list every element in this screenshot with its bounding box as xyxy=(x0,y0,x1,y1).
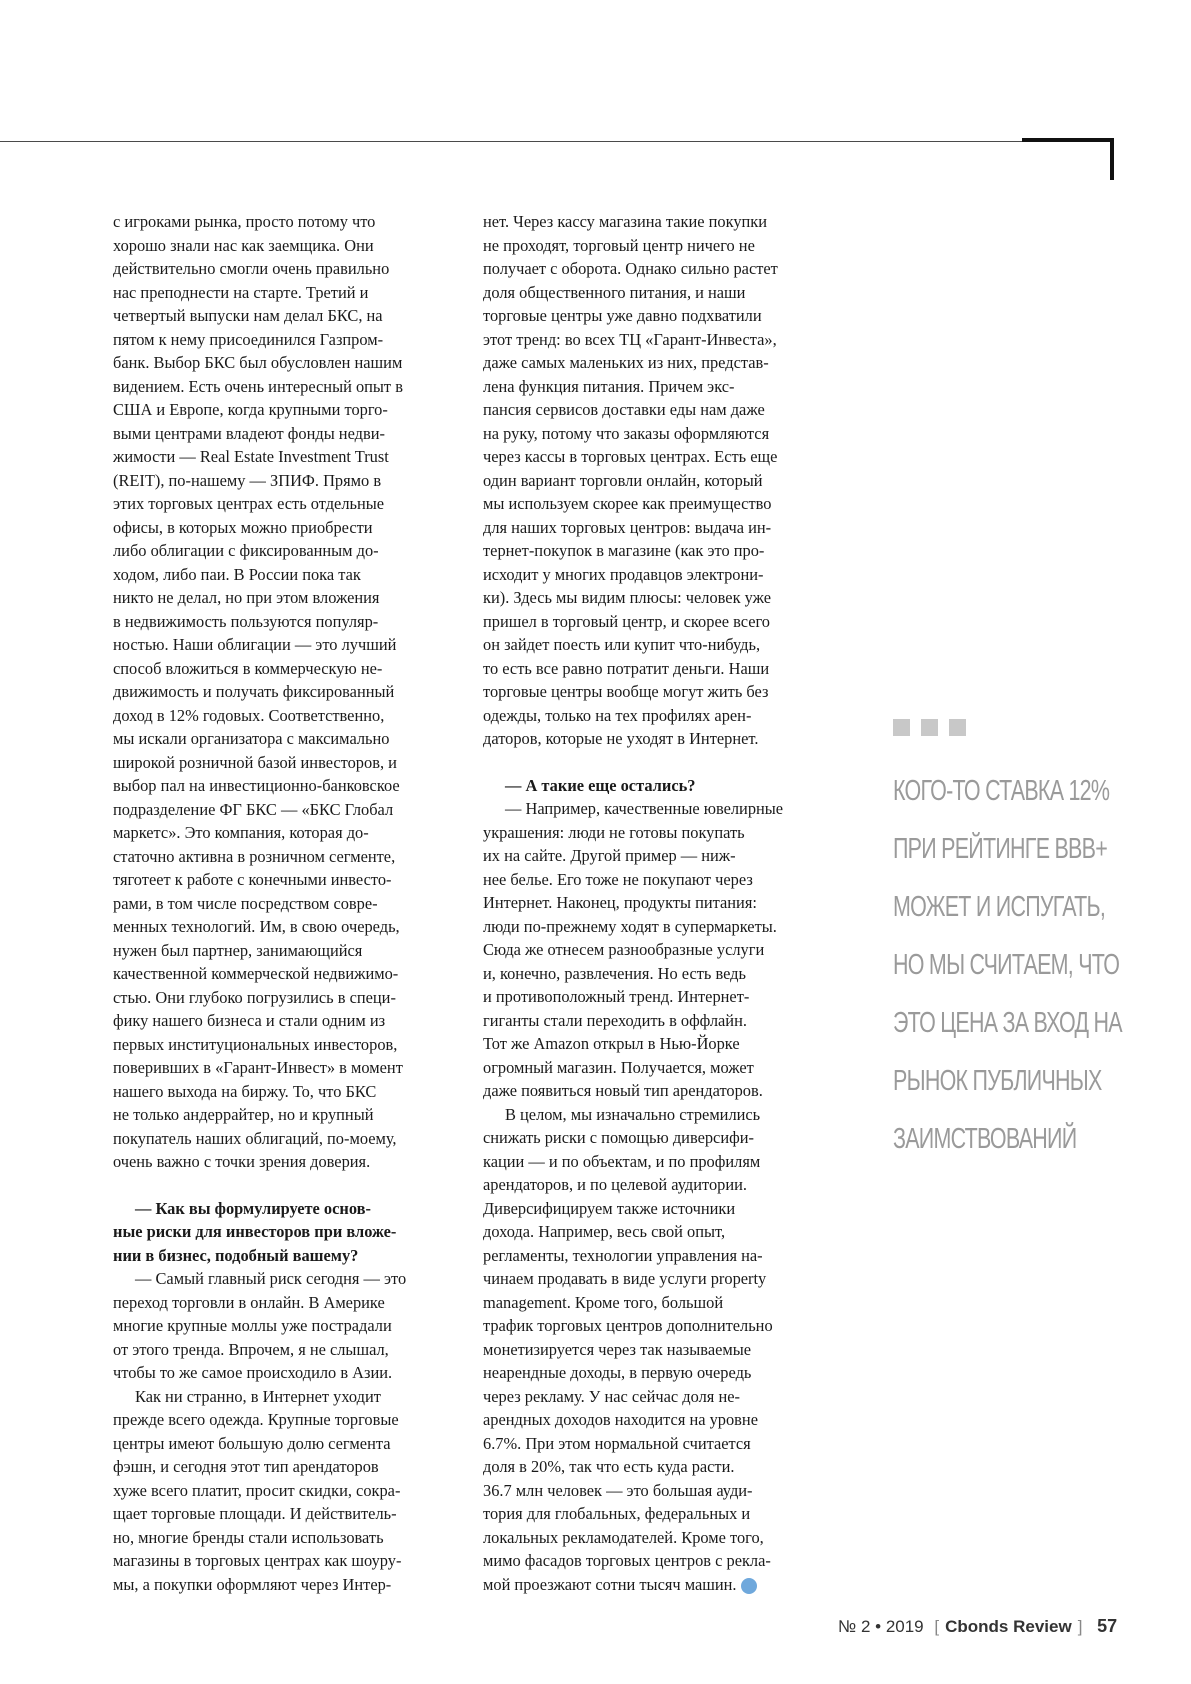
pull-quote-line: ПРИ РЕЙТИНГЕ BBB+ xyxy=(893,833,1107,865)
page-footer xyxy=(838,1616,1117,1637)
text-column-left xyxy=(113,210,463,1596)
corner-mark xyxy=(1022,138,1114,180)
end-mark-icon: C xyxy=(741,1578,757,1594)
square-icon xyxy=(949,719,966,736)
top-rule xyxy=(0,141,1022,142)
interview-question: — Как вы формулируете основ- ные риски для инвесторов при вложе- нии в бизнес, подобный вашему? xyxy=(113,1198,397,1265)
interview-question-2: — А такие еще остались? xyxy=(505,775,696,795)
paragraph-5: — Например, качественные ювелирные украшения: люди не готовы покупать их на сайте. Другой пример — ниж- нее белье. Его тоже не покупают через Интернет. Наконец, продукты питания: люди по-прежнему ходят в супермаркеты. Сюда же отнесем разнообразные услуги и, конечно, развлечения. Но есть ведь и противоположный тренд. Интернет- гиганты стали переходить в оффлайн. Тот же Amazon открыл в Нью-Йорке огромный магазин. Получается, может даже появиться новый тип арендаторов. xyxy=(483,799,784,1100)
paragraph-3: Как ни странно, в Интернет уходит прежде всего одежда. Крупные торговые центры имеют большую долю сегмента фэшн, и сегодня этот тип арендаторов хуже всего платит, просит скидки, сокра- щает торговые площади. И действитель- но, многие бренды стали использовать магазины в торговых центрах как шоуру- мы, а покупки оформляют через Интер- xyxy=(113,1386,402,1594)
issue-number: № 2 • 2019 xyxy=(838,1617,924,1636)
square-icon xyxy=(921,719,938,736)
pull-quote xyxy=(893,762,1122,1168)
magazine-title: Cbonds Review xyxy=(945,1617,1072,1636)
pull-quote-decoration xyxy=(893,719,966,736)
pull-quote-line: ЭТО ЦЕНА ЗА ВХОД НА xyxy=(893,1007,1122,1039)
pull-quote-line: НО МЫ СЧИТАЕМ, ЧТО xyxy=(893,949,1120,981)
paragraph-6: В целом, мы изначально стремились снижать риски с помощью диверсифи- кации — и по объектам, и по профилям арендаторов, и по целевой аудитории. Диверсифицируем также источники дохода. Например, весь свой опыт, регламенты, технологии управления на- чинаем продавать в виде услуги property management. Кроме того, большой трафик торговых центров дополнительно монетизируется через так называемые неарендные доходы, в первую очередь через рекламу. У нас сейчас доля не- арендных доходов находится на уровне 6.7%. При этом нормальной считается доля в 20%, так что есть куда расти. 36.7 млн человек — это большая ауди- тория для глобальных, федеральных и локальных рекламодателей. Кроме того, мимо фасадов торговых центров с рекла- мой проезжают сотни тысяч машин. C xyxy=(483,1104,773,1594)
bracket: [ xyxy=(934,1617,940,1636)
square-icon xyxy=(893,719,910,736)
pull-quote-line: КОГО-ТО СТАВКА 12% xyxy=(893,775,1110,807)
pull-quote-line: РЫНОК ПУБЛИЧНЫХ xyxy=(893,1065,1102,1097)
paragraph-1: с игроками рынка, просто потому что хорошо знали нас как заемщика. Они действительно смогли очень правильно нас преподнести на старте. Третий и четвертый выпуски нам делал БКС, на пятом к нему присоединился Газпром- банк. Выбор БКС был обусловлен нашим видением. Есть очень интересный опыт в США и Европе, когда крупными торго- выми центрами владеют фонды недви- жимости — Real Estate Investment Trust (REIT), по-нашему — ЗПИФ. Прямо в этих торговых центрах есть отдельные офисы, в которых можно приобрести либо облигации с фиксированным до- ходом, либо паи. В России пока так никто не делал, но при этом вложения в недвижимость пользуются популяр- ностью. Наши облигации — это лучший способ вложиться в коммерческую не- движимость и получать фиксированный доход в 12% годовых. Соответственно, мы искали организатора с максимально широкой розничной базой инвесторов, и выбор пал на инвестиционно-банковское подразделение ФГ БКС — «БКС Глобал маркетс». Это компания, которая до- статочно активна в розничном сегменте, тяготеет к работе с конечными инвесто- рами, в том числе посредством совре- менных технологий. Им, в свою очередь, нужен был партнер, занимающийся качественной коммерческой недвижимо- стью. Они глубоко погрузились в специ- фику нашего бизнеса и стали одним из первых институциональных инвесторов, поверивших в «Гарант-Инвест» в момент нашего выхода на биржу. То, что БКС не только андеррайтер, но и крупный покупатель наших облигаций, по-моему, очень важно с точки зрения доверия. xyxy=(113,212,403,1171)
pull-quote-line: ЗАИМСТВОВАНИЙ xyxy=(893,1123,1077,1155)
paragraph-4: нет. Через кассу магазина такие покупки не проходят, торговый центр ничего не получает с оборота. Однако сильно растет доля общественного питания, и наши торговые центры уже давно подхватили этот тренд: во всех ТЦ «Гарант-Инвеста», даже самых маленьких из них, представ- лена функция питания. Причем экс- пансия сервисов доставки еды нам даже на руку, потому что заказы оформляются через кассы в торговых центрах. Есть еще один вариант торговли онлайн, который мы используем скорее как преимущество для наших торговых центров: выдача ин- тернет-покупок в магазине (как это про- исходит у многих продавцов электрони- ки). Здесь мы видим плюсы: человек уже пришел в торговый центр, и скорее всего он зайдет поесть или купит что-нибудь, то есть все равно потратит деньги. Наши торговые центры вообще могут жить без одежды, только на тех профилях арен- даторов, которые не уходят в Интернет. xyxy=(483,212,778,748)
text-column-middle xyxy=(483,210,827,1596)
bracket: ] xyxy=(1077,1617,1083,1636)
pull-quote-line: МОЖЕТ И ИСПУГАТЬ, xyxy=(893,891,1106,923)
paragraph-2: — Самый главный риск сегодня — это переход торговли в онлайн. В Америке многие крупные моллы уже пострадали от этого тренда. Впрочем, я не слышал, чтобы то же самое происходило в Азии. xyxy=(113,1269,407,1382)
page-number: 57 xyxy=(1097,1616,1118,1636)
